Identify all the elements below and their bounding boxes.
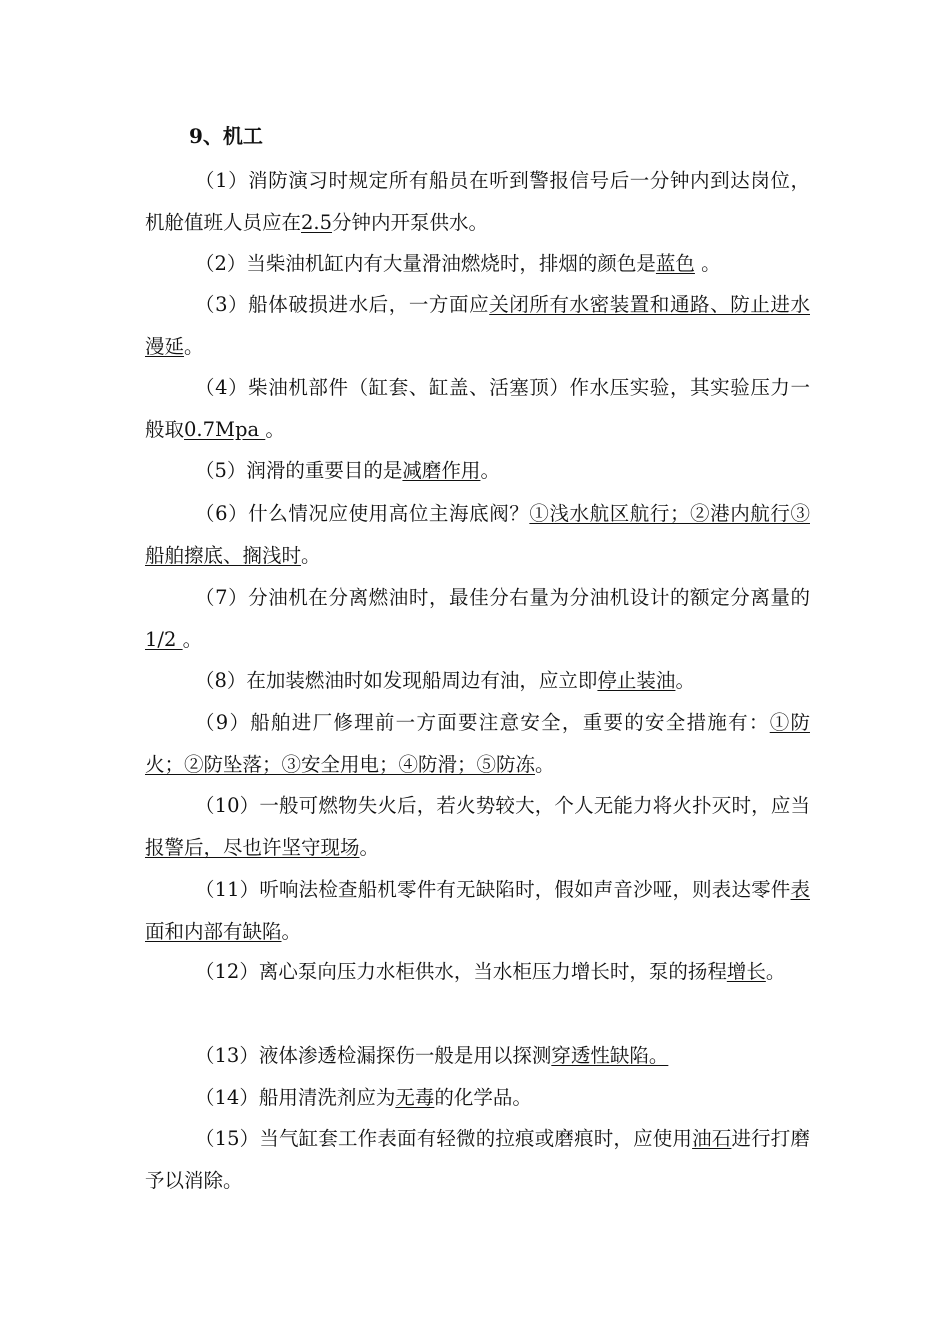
question-8 (145, 660, 810, 702)
question-9 (145, 702, 810, 785)
question-1 (145, 160, 810, 243)
question-text: （7）分油机在分离燃油时，最佳分右量为分油机设计的额定分离量的 (195, 586, 810, 609)
question-suffix: 。 (480, 459, 500, 482)
question-text: （5）润滑的重要目的是 (195, 459, 403, 482)
question-text: （6）什么情况应使用高位主海底阀？ (195, 502, 530, 525)
answer-text: ①防火；②防坠落；③安全用电；④防滑；⑤防冻 (145, 711, 810, 776)
question-text: （3）船体破损进水后，一方面应 (195, 293, 490, 316)
question-suffix: 的化学品。 (434, 1086, 532, 1109)
answer-text: 0.7Mpa (184, 417, 266, 441)
answer-text: 油石 (692, 1127, 732, 1150)
question-suffix: 。 (535, 752, 555, 776)
question-suffix: 分钟内开泵供水。 (332, 210, 489, 234)
question-7 (145, 577, 810, 660)
question-11 (145, 869, 810, 952)
question-text: （9）船舶进厂修理前一方面要注意安全，重要的安全措施有： (195, 711, 770, 734)
question-suffix: 。 (694, 252, 721, 275)
question-suffix: 。 (281, 919, 302, 943)
question-2 (145, 243, 810, 285)
question-suffix: 。 (675, 669, 695, 692)
question-suffix: 。 (359, 835, 380, 859)
question-suffix: 。 (182, 627, 203, 651)
question-text: （10）一般可燃物失火后，若火势较大，个人无能力将火扑灭时，应当 (195, 794, 810, 817)
answer-text: 减磨作用 (402, 459, 481, 482)
question-10 (145, 785, 810, 868)
answer-text: 表面和内部有缺陷 (145, 878, 810, 943)
question-text: （15）当气缸套工作表面有轻微的拉痕或磨痕时，应使用 (195, 1127, 693, 1150)
question-suffix: 。 (301, 543, 321, 567)
question-text: （1）消防演习时规定所有船员在听到警报信号后一分钟内到达岗位，机舱值班人员应在 (145, 169, 810, 234)
answer-text: ①浅水航区航行；②港内航行③船舶擦底、搁浅时 (145, 502, 810, 567)
answer-text: 穿透性缺陷。 (551, 1044, 669, 1067)
question-suffix: 。 (265, 417, 285, 441)
question-text: （2）当柴油机缸内有大量滑油燃烧时，排烟的颜色是 (195, 252, 656, 275)
question-13 (145, 1035, 810, 1077)
question-12 (145, 951, 810, 993)
question-3 (145, 284, 810, 367)
question-4 (145, 367, 810, 450)
answer-text: 1/2 (145, 627, 183, 651)
question-text: （8）在加装燃油时如发现船周边有油，应立即 (195, 669, 598, 692)
answer-text: 增长 (726, 960, 766, 983)
answer-text: 蓝色 (655, 252, 695, 275)
question-text: （13）液体渗透检漏探伤一般是用以探测 (195, 1044, 552, 1067)
question-text: （11）听响法检查船机零件有无缺陷时，假如声音沙哑，则表达零件 (195, 878, 791, 901)
answer-text: 无毒 (395, 1086, 435, 1109)
answer-text: 停止装油 (597, 669, 676, 692)
question-5 (145, 450, 810, 492)
question-text: （4）柴油机部件（缸套、缸盖、活塞顶）作水压实验，其实验压力一般取 (145, 376, 810, 441)
answer-text: 报警后，尽也许坚守现场 (145, 835, 360, 859)
question-text: （12）离心泵向压力水柜供水，当水柜压力增长时，泵的扬程 (195, 960, 727, 983)
section-heading: 9、机工 (189, 124, 263, 148)
answer-text: 关闭所有水密装置和通路、防止进水漫延 (145, 293, 810, 358)
answer-text: 2.5 (301, 210, 333, 234)
question-suffix: 。 (765, 960, 786, 983)
question-14 (145, 1077, 810, 1119)
question-15 (145, 1118, 810, 1201)
question-text: （14）船用清洗剂应为 (195, 1086, 396, 1109)
question-6 (145, 493, 810, 576)
question-suffix: 。 (184, 334, 204, 358)
question-suffix: 进行打磨予以消除。 (145, 1127, 810, 1192)
